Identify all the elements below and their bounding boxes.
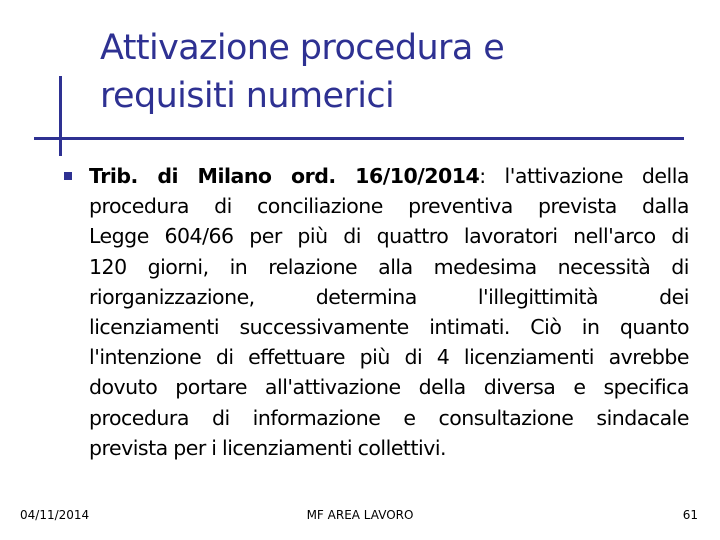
footer-center-text: MF AREA LAVORO <box>306 508 414 522</box>
bullet-line: procedura di conciliazione preventiva prevista dalla <box>89 194 689 219</box>
bullet-line: dovuto portare all'attivazione della diversa e specifica <box>89 375 689 400</box>
slide-title-line-2: requisiti numerici <box>100 76 395 116</box>
bullet-line: licenziamenti successivamente intimati. Ciò in quanto <box>89 315 689 340</box>
bullet-line: 120 giorni, in relazione alla medesima necessità di <box>89 254 689 279</box>
bullet-line <box>89 161 689 191</box>
page-number: 61 <box>682 508 698 522</box>
slide-title <box>100 24 680 120</box>
bullet-line: riorganizzazione, determina l'illegittimità dei <box>89 284 689 309</box>
bullet-line1-rest: : l'attivazione della <box>479 164 689 188</box>
bullet-line: Legge 604/66 per più di quattro lavoratori nell'arco di <box>89 224 689 249</box>
bullet-line: prevista per i licenziamenti collettivi. <box>89 435 447 460</box>
footer-date: 04/11/2014 <box>20 508 90 522</box>
bullet-line: procedura di informazione e consultazione sindacale <box>89 405 689 430</box>
bullet-line: l'intenzione di effettuare più di 4 licenziamenti avrebbe <box>89 345 689 370</box>
bullet-lead: Trib. di Milano ord. 16/10/2014 <box>89 164 480 188</box>
title-vertical-rule <box>59 76 62 156</box>
slide-title-line-1: Attivazione procedura e <box>100 28 505 68</box>
title-horizontal-rule <box>34 137 684 140</box>
bullet-square-icon <box>64 172 72 180</box>
bullet-text <box>89 161 689 463</box>
